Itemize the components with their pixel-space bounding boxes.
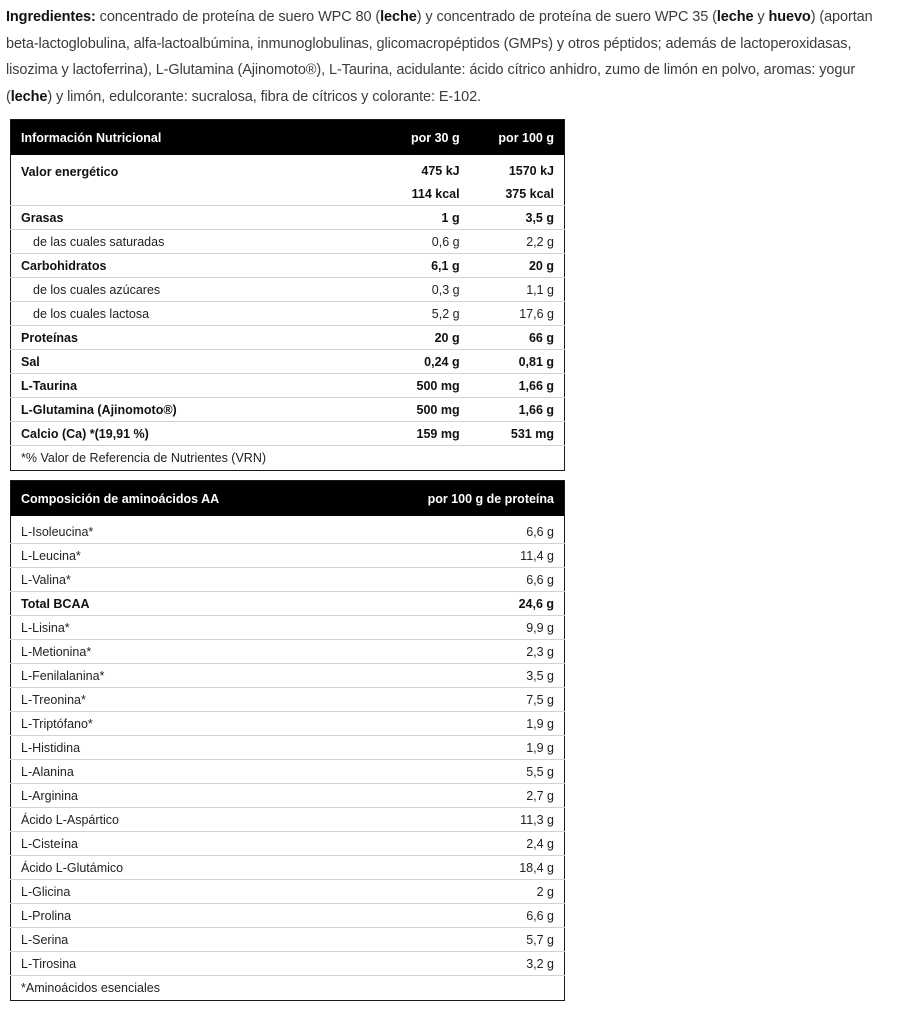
amino-row: [11, 784, 565, 808]
amino-acid-value: 5,5 g: [350, 760, 565, 784]
amino-row: [11, 880, 565, 904]
amino-row: [11, 616, 565, 640]
amino-acid-value: 1,9 g: [350, 736, 565, 760]
amino-row: [11, 592, 565, 616]
amino-acid-name: L-Tirosina: [11, 952, 350, 976]
nutrient-name: Sal: [11, 350, 350, 374]
amino-footnote: *Aminoácidos esenciales: [11, 976, 565, 1001]
energy-label: Valor energético: [21, 165, 119, 179]
amino-row: [11, 544, 565, 568]
energy-kj-100g: 1570 kJ: [508, 163, 554, 178]
nutrient-name: L-Glutamina (Ajinomoto®): [11, 398, 350, 422]
amino-row: [11, 856, 565, 880]
amino-acid-table: [10, 480, 565, 1001]
nutrient-name: L-Taurina: [11, 374, 350, 398]
nutrition-row: [11, 254, 565, 278]
amino-acid-value: 1,9 g: [350, 712, 565, 736]
nutrient-value-30g: 5,2 g: [350, 302, 470, 326]
amino-row: [11, 952, 565, 976]
nutrition-table: [10, 119, 565, 471]
amino-acid-name: L-Arginina: [11, 784, 350, 808]
nutrient-value-100g: 17,6 g: [470, 302, 565, 326]
amino-header-label: Composición de aminoácidos AA: [11, 481, 350, 517]
amino-row: [11, 928, 565, 952]
amino-acid-value: 11,3 g: [350, 808, 565, 832]
amino-row: [11, 832, 565, 856]
nutrition-row: [11, 326, 565, 350]
nutrient-name: Grasas: [11, 206, 350, 230]
energy-kcal-30g: 114 kcal: [411, 186, 460, 201]
nutrition-row: [11, 230, 565, 254]
ingredient-highlight: Ingredientes:: [6, 9, 96, 25]
ingredient-text: y: [753, 9, 769, 25]
nutrient-value-100g: 1,66 g: [470, 398, 565, 422]
amino-acid-value: 6,6 g: [526, 524, 554, 539]
nutrition-header-per-100g: por 100 g: [470, 120, 565, 156]
nutrient-name: Calcio (Ca) *(19,91 %): [11, 422, 350, 446]
amino-acid-name: Total BCAA: [11, 592, 350, 616]
amino-acid-name: L-Alanina: [11, 760, 350, 784]
amino-acid-name: L-Cisteína: [11, 832, 350, 856]
amino-row: [11, 808, 565, 832]
nutrition-footnote: *% Valor de Referencia de Nutrientes (VRN): [11, 446, 565, 471]
nutrition-footnote-row: [11, 446, 565, 471]
amino-row: [11, 736, 565, 760]
nutrition-header-per-30g: por 30 g: [350, 120, 470, 156]
nutrient-value-100g: 66 g: [470, 326, 565, 350]
amino-acid-value: 3,2 g: [350, 952, 565, 976]
nutrient-name: Carbohidratos: [11, 254, 350, 278]
ingredients-paragraph: [6, 4, 903, 110]
nutrient-name: de los cuales azúcares: [11, 278, 350, 302]
nutrition-row: [11, 374, 565, 398]
nutrition-row: [11, 350, 565, 374]
nutrient-value-30g: 20 g: [350, 326, 470, 350]
amino-row: [11, 520, 565, 544]
amino-acid-name: L-Triptófano*: [11, 712, 350, 736]
amino-acid-name: L-Histidina: [11, 736, 350, 760]
ingredient-highlight: huevo: [768, 9, 811, 25]
amino-acid-name: L-Valina*: [11, 568, 350, 592]
nutrition-row: [11, 302, 565, 326]
amino-acid-value: 2,4 g: [350, 832, 565, 856]
nutrient-value-100g: 1,66 g: [470, 374, 565, 398]
amino-acid-value: 3,5 g: [350, 664, 565, 688]
nutrition-row: [11, 422, 565, 446]
amino-acid-name: L-Isoleucina*: [21, 524, 94, 539]
nutrient-value-100g: 2,2 g: [470, 230, 565, 254]
nutrition-row: [11, 398, 565, 422]
nutrient-name: de las cuales saturadas: [11, 230, 350, 254]
amino-row: [11, 568, 565, 592]
amino-acid-value: 6,6 g: [350, 904, 565, 928]
ingredient-highlight: leche: [716, 9, 754, 25]
amino-acid-value: 2,7 g: [350, 784, 565, 808]
amino-row: [11, 760, 565, 784]
amino-acid-name: L-Fenilalanina*: [11, 664, 350, 688]
amino-acid-name: Ácido L-Aspártico: [11, 808, 350, 832]
amino-acid-name: L-Glicina: [11, 880, 350, 904]
ingredient-text: ) y limón, edulcorante: sucralosa, fibra de cítricos y colorante: E-102.: [47, 88, 481, 105]
amino-acid-value: 2 g: [350, 880, 565, 904]
nutrient-value-30g: 0,6 g: [350, 230, 470, 254]
amino-acid-name: L-Leucina*: [11, 544, 350, 568]
amino-acid-value: 18,4 g: [350, 856, 565, 880]
amino-acid-value: 7,5 g: [350, 688, 565, 712]
amino-row: [11, 664, 565, 688]
amino-acid-value: 2,3 g: [350, 640, 565, 664]
amino-footnote-row: [11, 976, 565, 1001]
amino-acid-name: L-Prolina: [11, 904, 350, 928]
amino-acid-value: 24,6 g: [350, 592, 565, 616]
amino-header-row: [11, 481, 565, 517]
amino-acid-name: L-Metionina*: [11, 640, 350, 664]
amino-row: [11, 904, 565, 928]
amino-row: [11, 688, 565, 712]
amino-row: [11, 712, 565, 736]
nutrient-value-30g: 0,3 g: [350, 278, 470, 302]
amino-acid-name: L-Serina: [11, 928, 350, 952]
amino-acid-name: L-Treonina*: [11, 688, 350, 712]
ingredient-text: concentrado de proteína de suero WPC 80 (: [95, 9, 381, 25]
ingredient-highlight: leche: [10, 88, 48, 105]
amino-row: [11, 640, 565, 664]
nutrition-row: [11, 278, 565, 302]
nutrient-value-100g: 0,81 g: [470, 350, 565, 374]
amino-acid-value: 5,7 g: [350, 928, 565, 952]
nutrient-value-30g: 500 mg: [350, 374, 470, 398]
ingredient-text: ) (aportan beta-lactoglobulina, alfa-lactoalbúmina, inmunoglobulinas, glicomacropéptidos (GMPs) y otros péptidos; además de lactoperoxidasas, lisozima y lactoferrina), L-Glutamina (Ajinomoto®), L-Taurina, acidulante: ácido cítrico anhidro, zumo de limón en polvo, aromas: yogur (: [6, 9, 873, 105]
nutrition-header-row: [11, 120, 565, 156]
energy-row-kj: [11, 159, 565, 182]
nutrient-value-30g: 6,1 g: [350, 254, 470, 278]
amino-header-per-100g-protein: por 100 g de proteína: [350, 481, 565, 517]
nutrient-value-30g: 1 g: [350, 206, 470, 230]
nutrient-value-30g: 500 mg: [350, 398, 470, 422]
nutrient-value-100g: 3,5 g: [470, 206, 565, 230]
amino-acid-name: L-Lisina*: [11, 616, 350, 640]
energy-kj-30g: 475 kJ: [421, 163, 460, 178]
nutrient-value-30g: 0,24 g: [350, 350, 470, 374]
ingredient-text: ) y concentrado de proteína de suero WPC 35 (: [416, 9, 717, 25]
nutrient-name: de los cuales lactosa: [11, 302, 350, 326]
energy-kcal-100g: 375 kcal: [505, 186, 554, 201]
nutrient-name: Proteínas: [11, 326, 350, 350]
nutrient-value-100g: 20 g: [470, 254, 565, 278]
ingredient-highlight: leche: [380, 9, 417, 25]
amino-acid-name: Ácido L-Glutámico: [11, 856, 350, 880]
nutrition-header-label: Información Nutricional: [11, 120, 350, 156]
amino-acid-value: 11,4 g: [350, 544, 565, 568]
nutrient-value-100g: 1,1 g: [470, 278, 565, 302]
amino-acid-value: 6,6 g: [350, 568, 565, 592]
nutrient-value-30g: 159 mg: [350, 422, 470, 446]
amino-acid-value: 9,9 g: [350, 616, 565, 640]
nutrition-row: [11, 206, 565, 230]
nutrient-value-100g: 531 mg: [470, 422, 565, 446]
